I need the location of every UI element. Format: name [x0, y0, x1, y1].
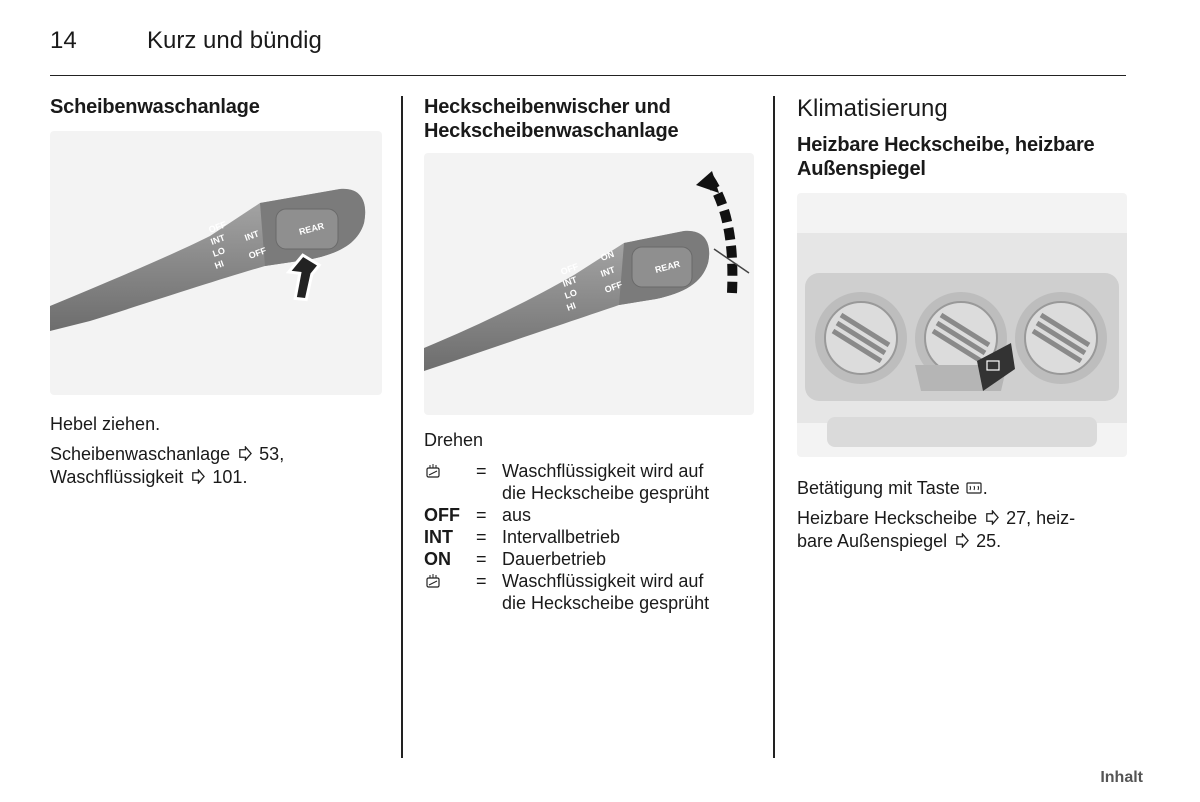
contents-link[interactable]: Inhalt — [1100, 769, 1143, 786]
section-heading: Heckscheibenwischer und Heckscheibenwaschanlage — [424, 96, 679, 142]
lever-label-hi: HI — [565, 300, 578, 313]
lever-ring-on: ON — [599, 248, 616, 263]
lever-tip-rear: REAR — [297, 220, 326, 237]
lever-label-int: INT — [209, 232, 227, 247]
rear-washer-icon — [424, 462, 442, 480]
page-title: Kurz und bündig — [147, 27, 322, 54]
wiper-lever-figure — [50, 131, 382, 395]
lever-ring-off: OFF — [603, 279, 624, 295]
instruction-text: Drehen — [424, 430, 484, 450]
page-link[interactable]: 53, — [259, 444, 285, 464]
instruction-text: Betätigung mit Taste . — [797, 478, 988, 498]
page-ref-arrow-icon — [190, 469, 205, 484]
legend-row: = Waschflüssigkeit wird auf die Heckscheibe gesprüht — [424, 460, 754, 504]
page-number: 14 — [50, 27, 77, 54]
lever-label-off: OFF — [559, 261, 580, 277]
section-windscreen-washer — [50, 95, 382, 489]
legend-row: OFF = aus — [424, 505, 532, 525]
lever-label-hi: HI — [213, 258, 226, 271]
legend-row: INT = Intervallbetrieb — [424, 527, 621, 547]
reference-text: Scheibenwaschanlage 53, Waschflüssigkeit 101. — [50, 444, 285, 487]
lever-label-lo: LO — [563, 287, 579, 301]
lever-tip-rear: REAR — [653, 258, 682, 275]
air-distribution-knob — [1015, 292, 1107, 384]
section-main-heading: Klimatisierung — [797, 95, 948, 122]
lever-ring-int: INT — [599, 264, 617, 279]
section-rear-wiper — [424, 95, 754, 614]
switch-positions-legend — [424, 460, 754, 614]
climate-panel-figure — [797, 193, 1127, 457]
temperature-knob — [815, 292, 907, 384]
lever-label-int: INT — [561, 274, 579, 289]
rear-washer-icon — [424, 572, 442, 590]
lever-label-off: OFF — [207, 219, 228, 235]
page-link[interactable]: 101. — [212, 467, 248, 487]
page-link[interactable]: 27, heiz- — [1006, 508, 1076, 528]
page-header — [50, 24, 1126, 76]
section-climate-control — [797, 95, 1127, 553]
page-ref-arrow-icon — [954, 533, 969, 548]
page-ref-arrow-icon — [984, 510, 999, 525]
legend-row: ON = Dauerbetrieb — [424, 549, 607, 569]
rear-wiper-lever-figure — [424, 153, 754, 415]
section-heading: Scheibenwaschanlage — [50, 96, 260, 118]
lever-ring-int: INT — [243, 228, 261, 243]
rotate-arrow-icon — [709, 178, 732, 293]
column-divider — [773, 96, 775, 758]
legend-row: = Waschflüssigkeit wird auf die Heckscheibe gesprüht — [424, 570, 754, 614]
instruction-text: Hebel ziehen. — [50, 414, 161, 434]
reference-text: Heizbare Heckscheibe 27, heiz- bare Außenspiegel 25. — [797, 508, 1076, 551]
section-heading: Heizbare Heckscheibe, heizbare Außenspiegel — [797, 134, 1095, 180]
lever-label-lo: LO — [211, 245, 227, 259]
lever-ring-off: OFF — [247, 245, 268, 261]
rear-window-heat-icon — [965, 479, 983, 497]
column-divider — [401, 96, 403, 758]
page-ref-arrow-icon — [237, 446, 252, 461]
page-link[interactable]: 25. — [976, 531, 1002, 551]
